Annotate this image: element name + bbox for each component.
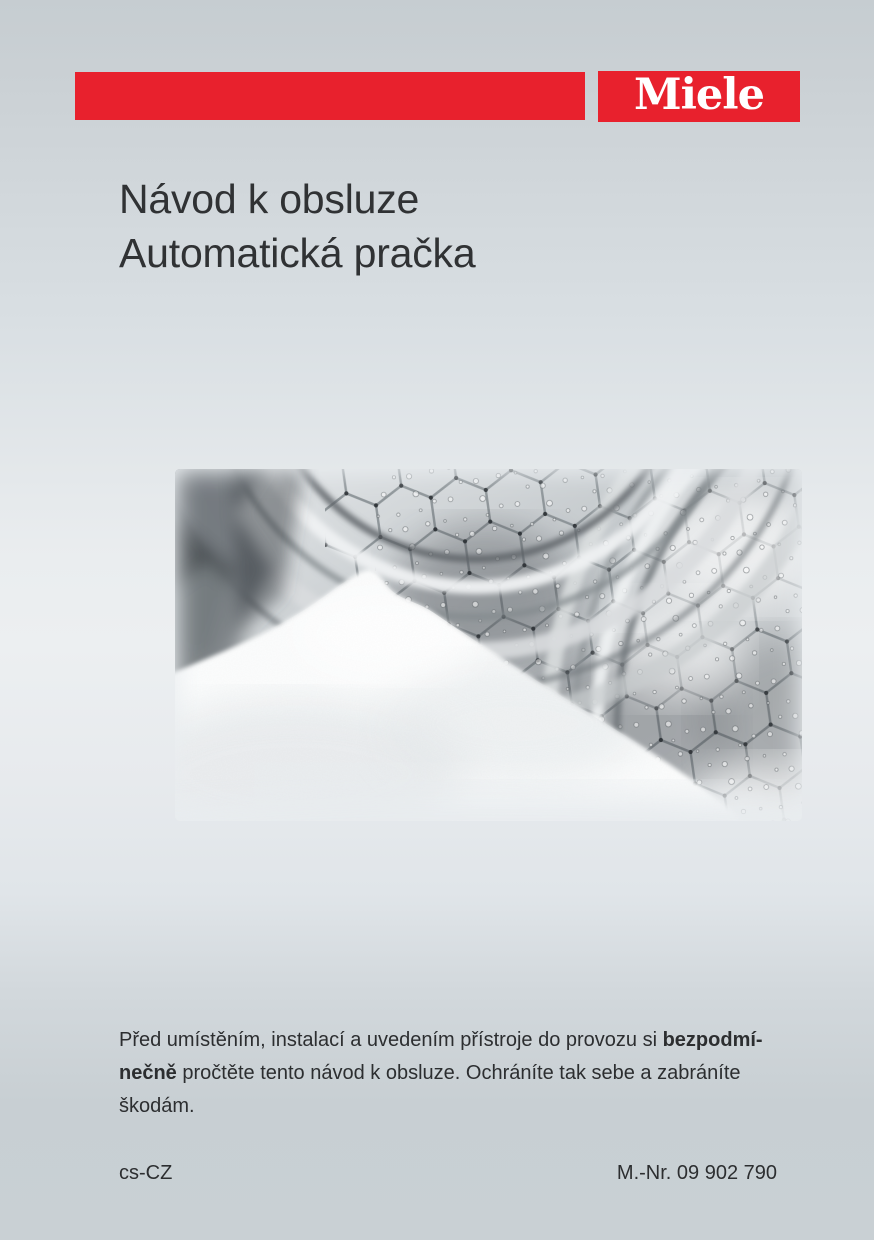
title-line-1: Návod k obsluze bbox=[119, 176, 420, 222]
material-number: M.-Nr. 09 902 790 bbox=[616, 1162, 777, 1184]
drum-photo-illustration bbox=[175, 469, 802, 821]
notice-line-2-regular: pročtěte tento návod k obsluze. Ochráníte tak sebe a zabráníte bbox=[176, 1062, 741, 1084]
header-red-bar bbox=[75, 72, 585, 120]
notice-line-1-regular: Před umístěním, instalací a uvedením přístroje do provozu si bbox=[119, 1029, 663, 1051]
notice-line-1 bbox=[119, 1024, 763, 1057]
notice-line-2-bold: nečně bbox=[119, 1062, 177, 1084]
title-line-2: Automatická pračka bbox=[119, 230, 476, 276]
notice-line-1-bold: bezpodmí- bbox=[662, 1029, 763, 1051]
miele-logo bbox=[598, 71, 800, 122]
notice-line-2 bbox=[119, 1057, 763, 1090]
miele-logo-text: Miele bbox=[634, 70, 764, 120]
page-title bbox=[119, 172, 475, 280]
language-code: cs-CZ bbox=[119, 1162, 173, 1184]
intro-notice bbox=[119, 1024, 763, 1123]
washing-drum-photo bbox=[175, 469, 802, 821]
notice-line-3: škodám. bbox=[119, 1095, 195, 1117]
